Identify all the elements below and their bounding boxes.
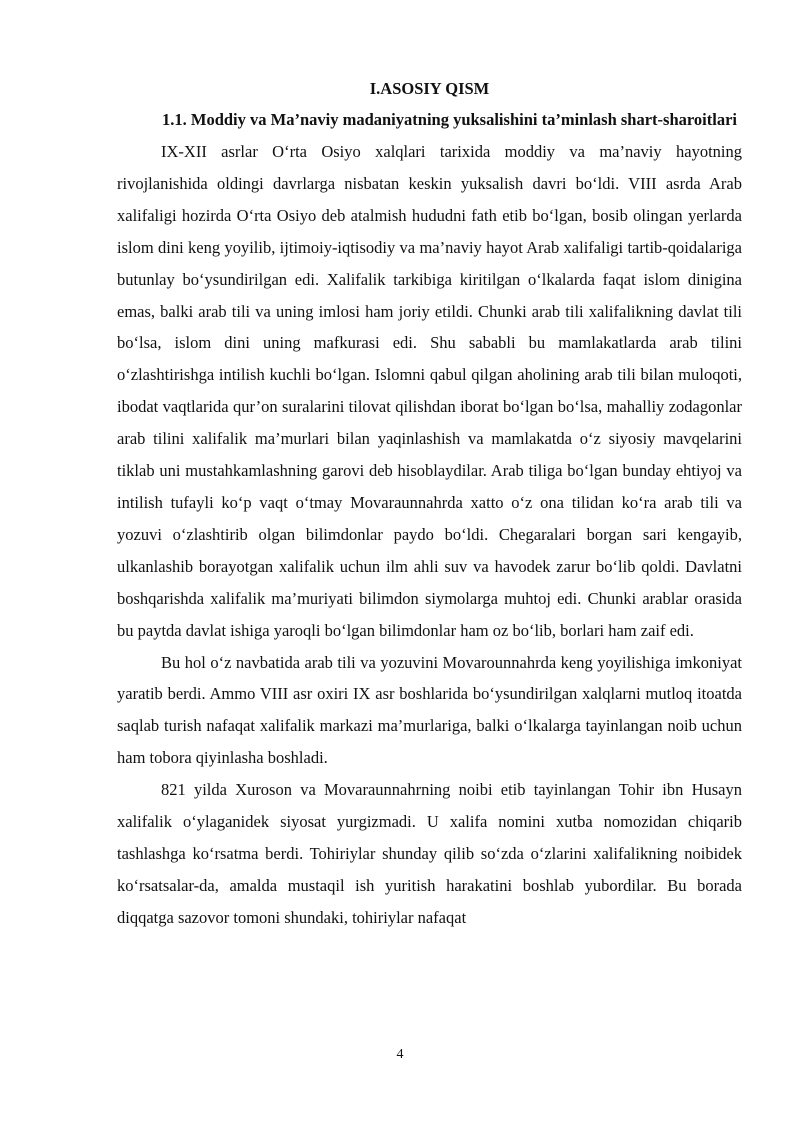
paragraph-2: Bu hol o‘z navbatida arab tili va yozuvini Movarounnahrda keng yoyilishiga imkoniyat yaratib berdi. Ammo VIII asr oxiri IX asr boshlarida bo‘ysundirilgan xalqlarni mutloq itoatda saqlab turish nafaqat xalifalik markazi ma’murlariga, balki o‘lkalarga tayinlangan noib uchun ham tobora qiyinlasha boshladi.: [117, 652, 742, 768]
section-title: I.ASOSIY QISM: [369, 79, 490, 98]
paragraph-1: IX-XII asrlar O‘rta Osiyo xalqlari tarixida moddiy va ma’naviy hayotning rivojlanishida oldingi davrlarga nisbatan keskin yuksalish davri bo‘ldi. VIII asrda Arab xalifaligi hozirda O‘rta Osiyo deb atalmish hududni fath etib bo‘lgan, bosib olingan yerlarda islom dini keng yoyilib, ijtimoiy-iqtisodiy va ma’naviy hayot Arab xalifaligi tartib-qoidalariga butunlay bo‘ysundirilgan edi. Xalifalik tarkibiga kiritilgan o‘lkalarda faqat islom dinigina emas, balki arab tili va uning imlosi ham joriy etildi. Chunki arab tili xalifalikning davlat tili bo‘lsa, islom dini uning mafkurasi edi. Shu sababli bu mamlakatlarda arab tilini o‘zlashtirishga intilish kuchli bo‘lgan. Islomni qabul qilgan aholining arab tili bilan muloqoti, ibodat vaqtlarida qur’on suralarini tilovat qilishdan iborat bo‘lgan bo‘lsa, mahalliy zodagonlar arab tilini xalifalik ma’murlari bilan yaqinlashish va mamlakatda o‘z siyosiy mavqelarini tiklab uni mustahkamlashning garovi deb hisoblaydilar. Arab tiliga bo‘lgan bunday ehtiyoj va intilish tufayli ko‘p vaqt o‘tmay Movaraunnahrda xatto o‘z ona tilidan ko‘ra arab tili va yozuvi o‘zlashtirib olgan bilimdonlar paydo bo‘ldi. Chegaralari borgan sari kengayib, ulkanlashib borayotgan xalifalik uchun ilm ahli suv va havodek zarur bo‘lib qoldi. Davlatni boshqarishda xalifalik ma’muriyati bilimdon siymolarga muhtoj edi. Chunki arablar orasida bu paytda davlat ishiga yaroqli bo‘lgan bilimdonlar ham oz bo‘lib, borlari ham zaif edi.: [117, 142, 742, 640]
subsection-title: 1.1. Moddiy va Ma’naviy madaniyatning yuksalishini ta’minlash shart-sharoitlari: [162, 110, 737, 129]
paragraph-3: 821 yilda Xuroson va Movaraunnahrning noibi etib tayinlangan Tohir ibn Husayn xalifalik o‘ylaganidek siyosat yurgizmadi. U xalifa nomini xutba nomozidan chiqarib tashlashga ko‘rsatma berdi. Tohiriylar shunday qilib so‘zda o‘zlarini xalifalikning noibidek ko‘rsatsalar-da, amalda mustaqil ish yuritish harakatini boshlab yubordilar. Bu borada diqqatga sazovor tomoni shundaki, tohiriylar nafaqat: [117, 780, 742, 927]
page-body: [117, 74, 742, 934]
page-number: 4: [396, 1047, 404, 1062]
